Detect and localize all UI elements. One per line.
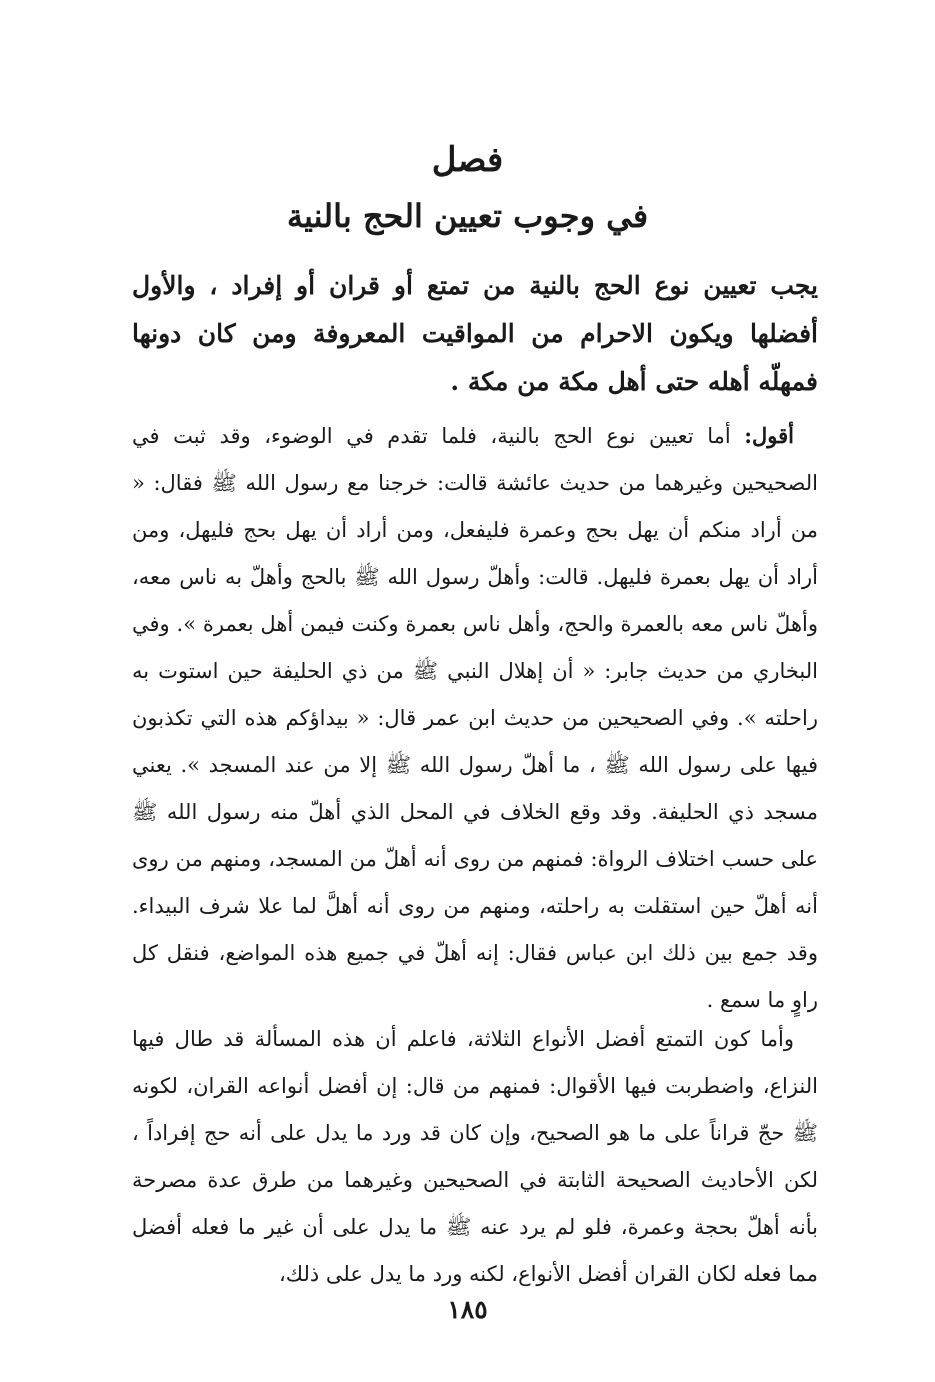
matn-text: يجب تعيين نوع الحج بالنية من تمتع أو قران أو إفراد ، والأول أفضلها ويكون الاحرام من المواقيت المعروفة ومن كان دونها فمهلّه أهله حتى أهل مكة من مكة .: [132, 271, 818, 396]
sharh-lead-word: أقول:: [744, 423, 794, 448]
section-title: فصل: [431, 140, 504, 180]
page-number: ١٨٥: [447, 1295, 488, 1324]
section-subtitle: في وجوب تعيين الحج بالنية: [286, 197, 649, 235]
sharh-paragraph-1-text: أما تعيين نوع الحج بالنية، فلما تقدم في الوضوء، وقد ثبت في الصحيحين وغيرهما من حديث عائشة قالت: خرجنا مع رسول الله ﷺ فقال: « من أراد منكم أن يهل بحج وعمرة فليفعل، ومن أراد أن يهل بحج فليهل، ومن أراد أن يهل بعمرة فليهل. قالت: وأهلّ رسول الله ﷺ بالحج وأهلّ به ناس معه، وأهلّ ناس معه بالعمرة والحج، وأهل ناس بعمرة وكنت فيمن أهل بعمرة ». وفي البخاري من حديث جابر: « أن إهلال النبي ﷺ من ذي الحليفة حين استوت به راحلته ». وفي الصحيحين من حديث ابن عمر قال: « بيداؤكم هذه التي تكذبون فيها على رسول الله ﷺ ، ما أهلّ رسول الله ﷺ إلا من عند المسجد ». يعني مسجد ذي الحليفة. وقد وقع الخلاف في المحل الذي أهلّ منه رسول الله ﷺ على حسب اختلاف الرواة: فمنهم من روى أنه أهلّ من المسجد، ومنهم من روى أنه أهلّ حين استقلت به راحلته، ومنهم من روى أنه أهلَّ لما علا شرف البيداء. وقد جمع بين ذلك ابن عباس فقال: إنه أهلّ في جميع هذه المواضع، فنقل كل راوٍ ما سمع .: [132, 424, 818, 1012]
sharh-paragraph-1: [132, 412, 818, 1024]
sharh-paragraph-2: [132, 1016, 818, 1298]
sharh-paragraph-2-text: وأما كون التمتع أفضل الأنواع الثلاثة، فاعلم أن هذه المسألة قد طال فيها النزاع، واضطربت فيها الأقوال: فمنهم من قال: إن أفضل أنواعه القران، لكونه ﷺ حجّ قراناً على ما هو الصحيح، وإن كان قد ورد ما يدل على أنه حج إفراداً ، لكن الأحاديث الصحيحة الثابتة في الصحيحين وغيرهما من طرق عدة مصرحة بأنه أهلّ بحجة وعمرة، فلو لم يرد عنه ﷺ ما يدل على أن غير ما فعله أفضل مما فعله لكان القران أفضل الأنواع، لكنه ورد ما يدل على ذلك،: [132, 1027, 818, 1286]
